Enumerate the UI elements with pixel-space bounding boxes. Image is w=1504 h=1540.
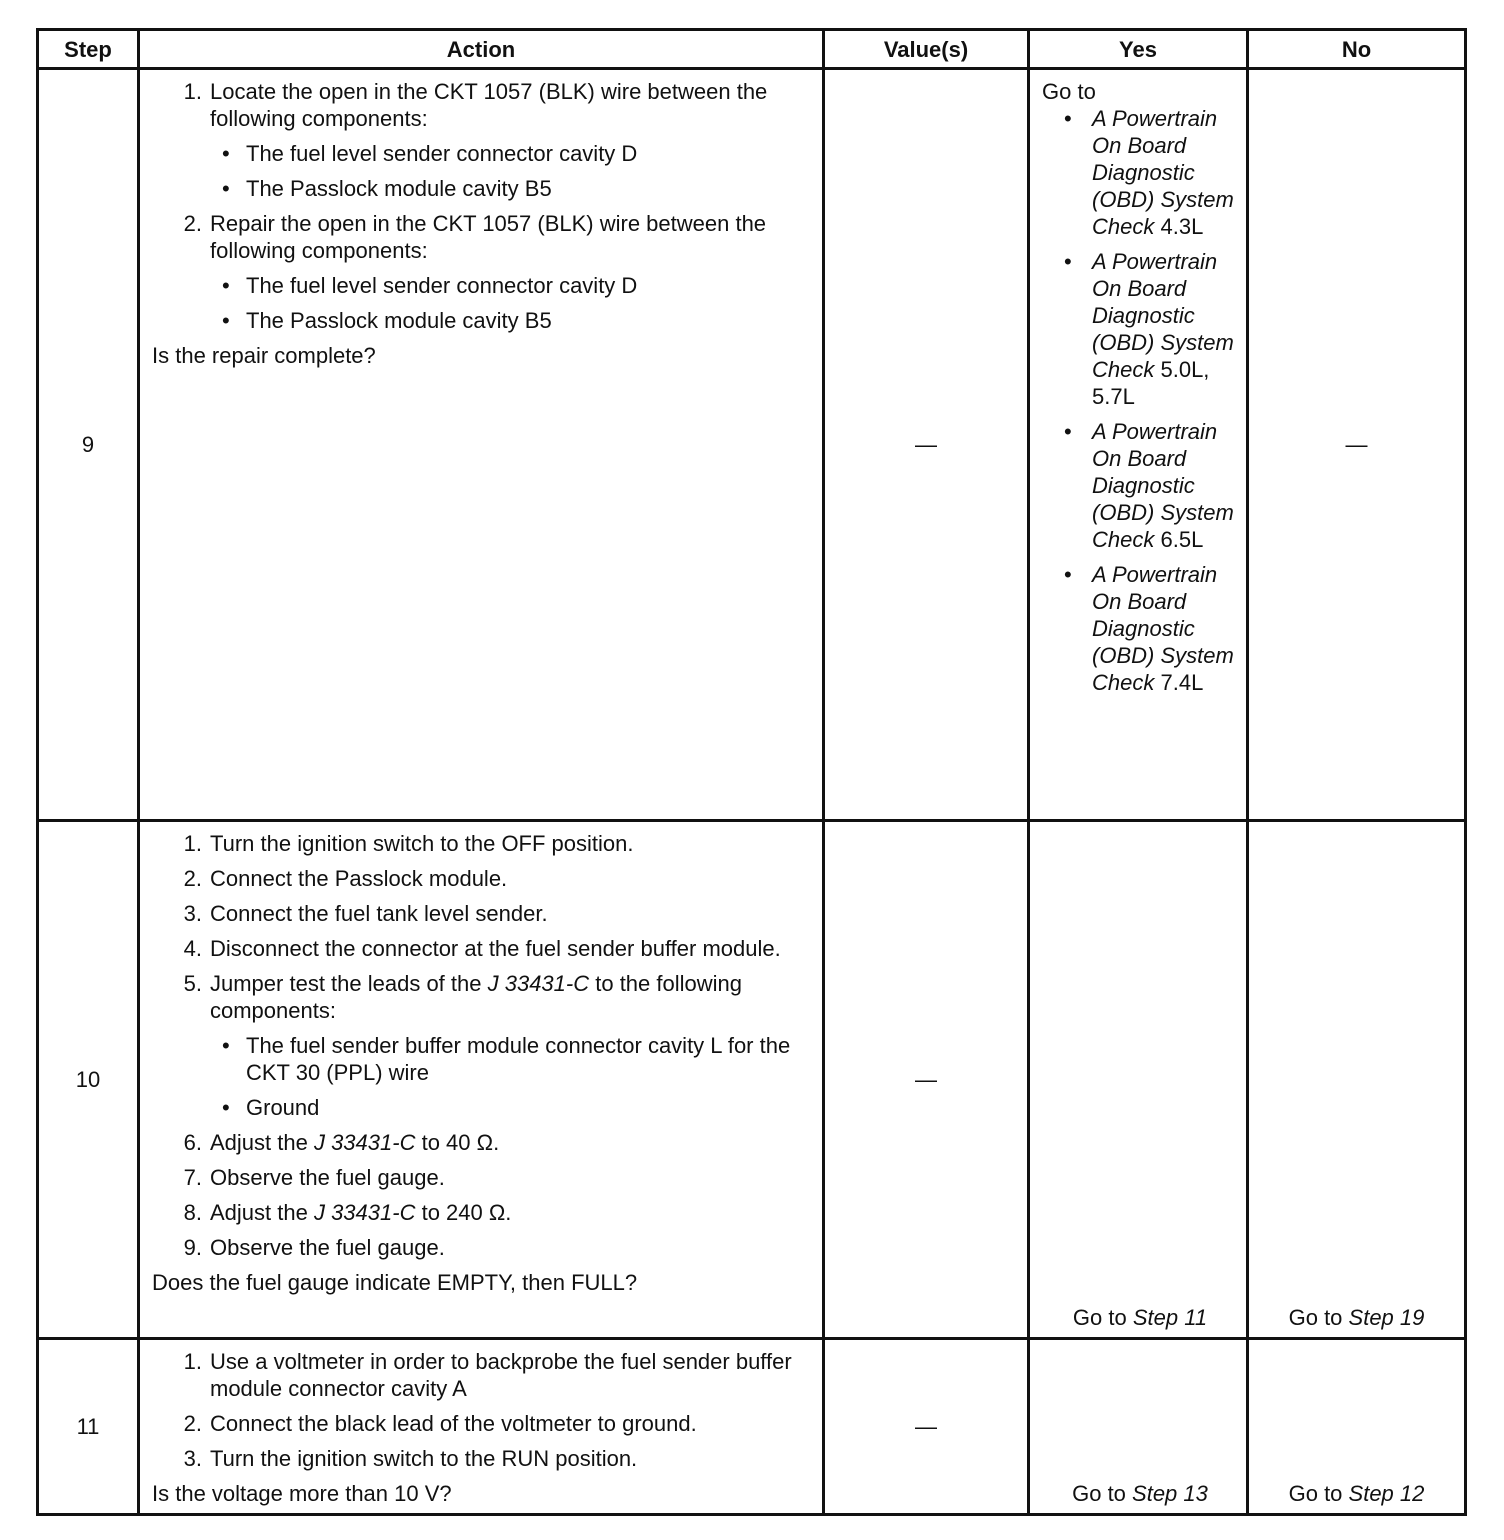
table-row-step-11	[38, 1339, 1466, 1515]
header-values: Value(s)	[824, 30, 1029, 69]
action-text: Locate the open in the CKT 1057 (BLK) wire between the following components:	[210, 79, 768, 131]
yes-link-text[interactable]: A Powertrain On Board Diagnostic (OBD) System Check	[1092, 249, 1234, 382]
action-text: Connect the black lead of the voltmeter to ground.	[210, 1411, 697, 1436]
no-cell	[1248, 1339, 1466, 1515]
sub-item: • Ground	[222, 1095, 320, 1120]
action-number: 7.	[183, 1165, 202, 1190]
no-cell: —	[1248, 69, 1466, 821]
action-question: Is the voltage more than 10 V?	[152, 1481, 452, 1506]
yes-link-item[interactable]: • A Powertrain On Board Diagnostic (OBD) System Check 7.4L	[1064, 562, 1234, 695]
tool-name: J 33431-C	[313, 1130, 416, 1155]
header-no: No	[1248, 30, 1466, 69]
sub-item-text: Ground	[246, 1095, 320, 1120]
action-number: 3.	[183, 1446, 202, 1471]
action-item	[152, 1164, 812, 1191]
goto-text: Go to	[1072, 1481, 1133, 1506]
action-item	[152, 1348, 812, 1402]
yes-cell	[1029, 1339, 1248, 1515]
action-item	[152, 970, 812, 1121]
action-text: Observe the fuel gauge.	[210, 1165, 445, 1190]
header-yes: Yes	[1029, 30, 1248, 69]
yes-link-item[interactable]: • A Powertrain On Board Diagnostic (OBD) System Check 6.5L	[1064, 419, 1234, 552]
yes-link-text[interactable]: A Powertrain On Board Diagnostic (OBD) System Check	[1092, 562, 1234, 695]
goto-text: Go to	[1288, 1305, 1349, 1330]
value-cell: —	[824, 821, 1029, 1339]
action-item	[152, 1234, 812, 1261]
yes-link-text[interactable]: A Powertrain On Board Diagnostic (OBD) System Check	[1092, 106, 1234, 239]
action-number: 8.	[183, 1200, 202, 1225]
action-number: 4.	[183, 936, 202, 961]
action-item	[152, 78, 812, 202]
action-text: Turn the ignition switch to the OFF position.	[210, 831, 634, 856]
action-item	[152, 830, 812, 857]
action-text: to the following components:	[210, 971, 742, 1023]
action-number: 2.	[183, 211, 202, 236]
header-step: Step	[38, 30, 139, 69]
action-question: Does the fuel gauge indicate EMPTY, then FULL?	[152, 1270, 638, 1295]
action-number: 6.	[183, 1130, 202, 1155]
sub-item: • The fuel sender buffer module connector cavity L for the CKT 30 (PPL) wire	[222, 1033, 791, 1085]
sub-item: • The Passlock module cavity B5	[222, 308, 552, 333]
action-item	[152, 865, 812, 892]
yes-link-engine: 6.5L	[1160, 527, 1204, 552]
yes-intro: Go to	[1042, 79, 1096, 104]
sub-item-text: The fuel sender buffer module connector cavity L for the CKT 30 (PPL) wire	[246, 1033, 791, 1085]
step-number: 10	[38, 821, 139, 1339]
yes-link-engine: 4.3L	[1160, 214, 1204, 239]
header-action: Action	[139, 30, 824, 69]
action-number: 1.	[183, 831, 202, 856]
action-cell	[139, 821, 824, 1339]
sub-item-text: The fuel level sender connector cavity D	[246, 273, 638, 298]
action-text: Adjust the	[210, 1130, 314, 1155]
table-row-step-10	[38, 821, 1466, 1339]
yes-link-item[interactable]: • A Powertrain On Board Diagnostic (OBD) System Check 4.3L	[1064, 106, 1234, 239]
header-row	[38, 30, 1466, 69]
action-item	[152, 1199, 812, 1226]
goto-step[interactable]: Step 13	[1132, 1481, 1208, 1506]
yes-link-engine: 5.0L, 5.7L	[1092, 357, 1210, 409]
no-cell	[1248, 821, 1466, 1339]
action-text: Connect the fuel tank level sender.	[210, 901, 548, 926]
step-number: 9	[38, 69, 139, 821]
sub-item-text: The Passlock module cavity B5	[246, 176, 552, 201]
yes-cell	[1029, 69, 1248, 821]
yes-goto-link[interactable]	[1042, 1304, 1238, 1331]
action-cell	[139, 1339, 824, 1515]
action-text: Use a voltmeter in order to backprobe the fuel sender buffer module connector cavity A	[210, 1349, 792, 1401]
yes-link-engine: 7.4L	[1160, 670, 1204, 695]
goto-step[interactable]: Step 12	[1348, 1481, 1425, 1506]
action-text: Repair the open in the CKT 1057 (BLK) wire between the following components:	[210, 211, 767, 263]
action-text: Connect the Passlock module.	[210, 866, 508, 891]
sub-item-text: The Passlock module cavity B5	[246, 308, 552, 333]
goto-step[interactable]: Step 19	[1348, 1305, 1425, 1330]
goto-text: Go to	[1072, 1305, 1133, 1330]
action-text: Observe the fuel gauge.	[210, 1235, 445, 1260]
goto-step[interactable]: Step 11	[1132, 1305, 1208, 1330]
action-cell	[139, 69, 824, 821]
action-number: 9.	[183, 1235, 202, 1260]
action-item	[152, 900, 812, 927]
yes-link-item[interactable]: • A Powertrain On Board Diagnostic (OBD) System Check 5.0L, 5.7L	[1064, 249, 1234, 409]
action-number: 2.	[183, 866, 202, 891]
action-item	[152, 1129, 812, 1156]
step-number: 11	[38, 1339, 139, 1515]
no-goto-link[interactable]	[1257, 1304, 1456, 1331]
no-goto-link[interactable]	[1257, 1480, 1456, 1507]
action-number: 2.	[183, 1411, 202, 1436]
sub-item-text: The fuel level sender connector cavity D	[246, 141, 638, 166]
tool-name: J 33431-C	[313, 1200, 416, 1225]
action-item	[152, 1445, 812, 1472]
action-text: to 40 Ω.	[415, 1130, 500, 1155]
sub-item: • The Passlock module cavity B5	[222, 176, 552, 201]
action-text: Disconnect the connector at the fuel sender buffer module.	[210, 936, 781, 961]
yes-link-text[interactable]: A Powertrain On Board Diagnostic (OBD) System Check	[1092, 419, 1234, 552]
goto-text: Go to	[1288, 1481, 1349, 1506]
action-text: Adjust the	[210, 1200, 314, 1225]
action-item	[152, 210, 812, 334]
sub-item: • The fuel level sender connector cavity D	[222, 141, 638, 166]
diagnostic-table	[36, 28, 1467, 1516]
action-number: 3.	[183, 901, 202, 926]
action-text: to 240 Ω.	[415, 1200, 512, 1225]
table-row-step-9	[38, 69, 1466, 821]
action-number: 5.	[183, 971, 202, 996]
action-text: Turn the ignition switch to the RUN position.	[210, 1446, 638, 1471]
yes-goto-link[interactable]	[1042, 1480, 1238, 1507]
action-text: Jumper test the leads of the	[210, 971, 488, 996]
action-question: Is the repair complete?	[152, 343, 376, 368]
value-cell: —	[824, 69, 1029, 821]
sub-item: • The fuel level sender connector cavity D	[222, 273, 638, 298]
action-item	[152, 935, 812, 962]
tool-name: J 33431-C	[487, 971, 590, 996]
action-number: 1.	[183, 1349, 202, 1374]
action-item	[152, 1410, 812, 1437]
action-number: 1.	[183, 79, 202, 104]
yes-cell	[1029, 821, 1248, 1339]
value-cell: —	[824, 1339, 1029, 1515]
